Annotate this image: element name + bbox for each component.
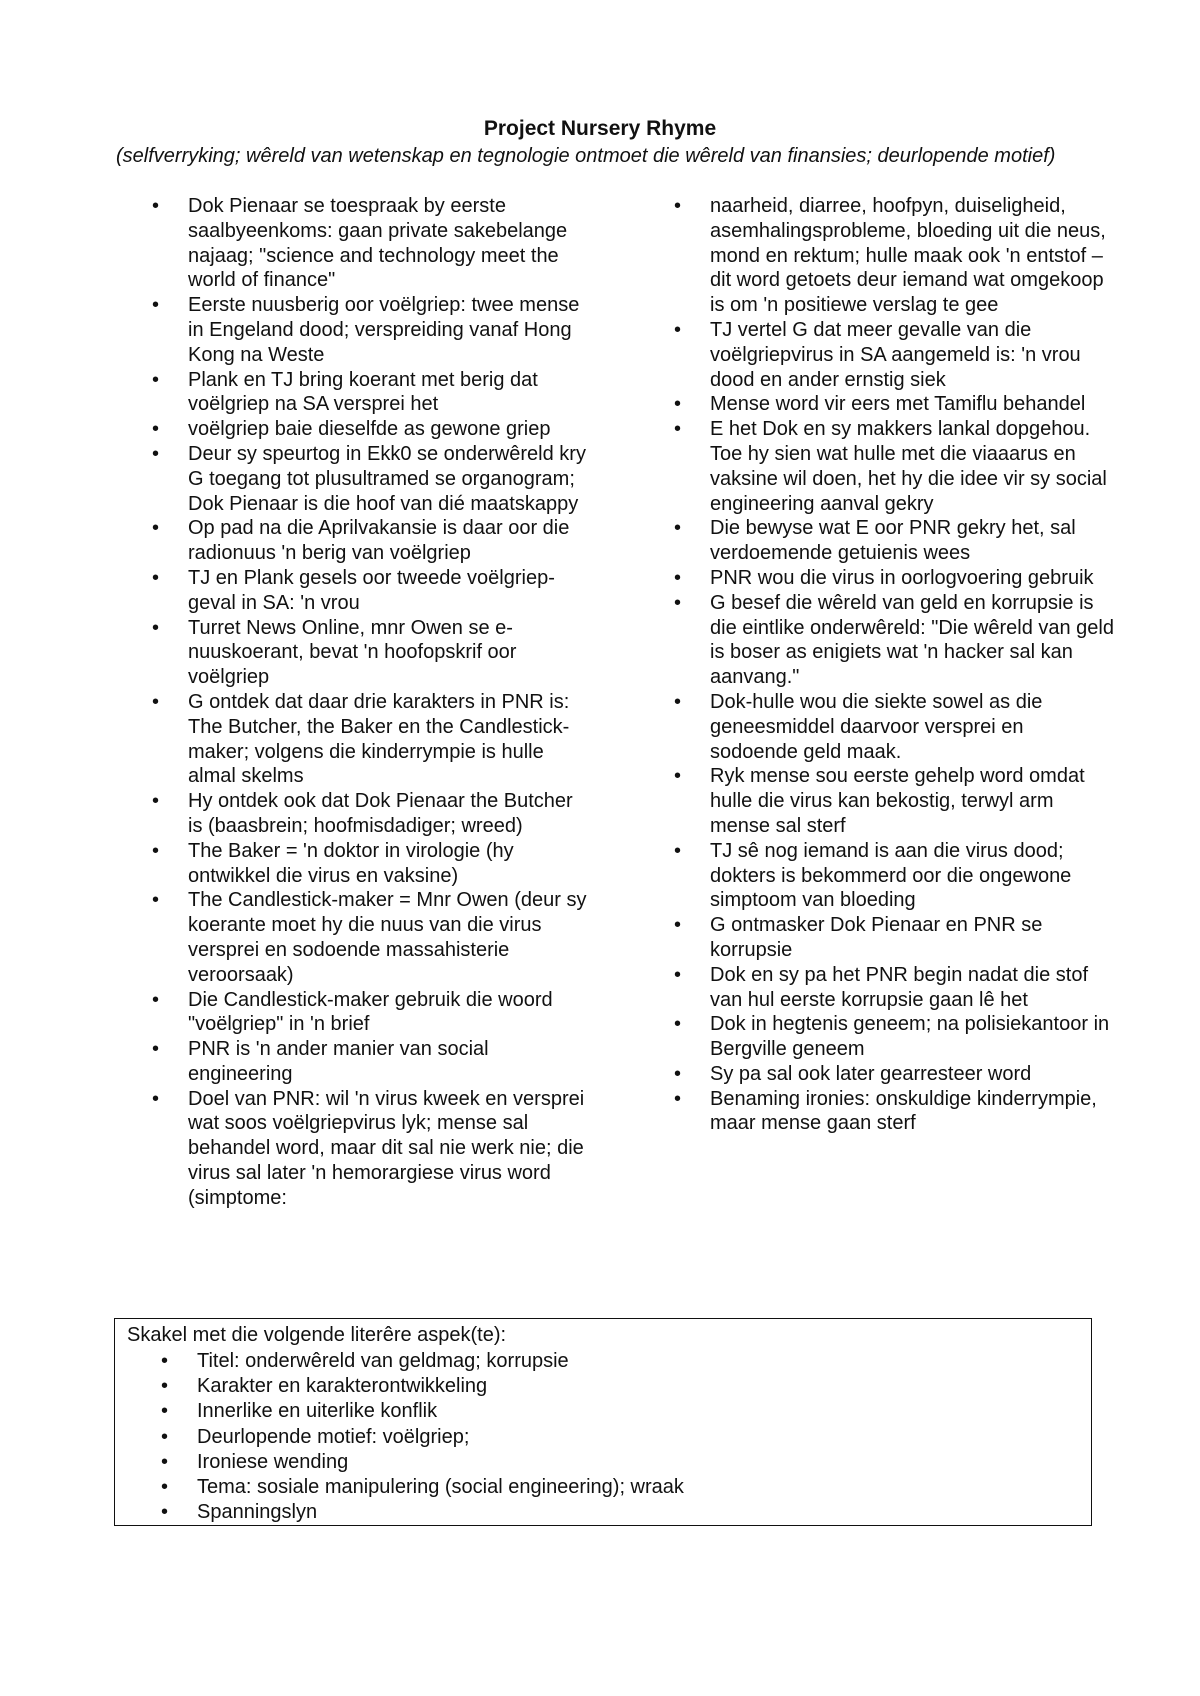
list-item: • Dok in hegtenis geneem; na polisiekantoor in Bergville geneem <box>674 1012 1114 1062</box>
list-item: • PNR wou die virus in oorlogvoering gebruik <box>674 566 1114 591</box>
list-item: • G ontdek dat daar drie karakters in PNR is: The Butcher, the Baker en the Candlestick-maker; volgens die kinderrympie is hulle almal skelms <box>152 690 592 789</box>
left-bullet-list <box>152 194 592 1211</box>
list-item: • Titel: onderwêreld van geldmag; korrupsie <box>161 1349 684 1374</box>
list-item: • Plank en TJ bring koerant met berig dat voëlgriep na SA versprei het <box>152 368 592 418</box>
list-item: • Die Candlestick-maker gebruik die woord "voëlgriep" in 'n brief <box>152 988 592 1038</box>
list-item: • Mense word vir eers met Tamiflu behandel <box>674 392 1114 417</box>
list-item: • Doel van PNR: wil 'n virus kweek en versprei wat soos voëlgriepvirus lyk; mense sal behandel word, maar dit sal nie werk nie; die virus sal later 'n hemorargiese virus word (simptome: <box>152 1087 592 1211</box>
list-item: • Karakter en karakterontwikkeling <box>161 1374 684 1399</box>
document-title: Project Nursery Rhyme <box>483 117 717 140</box>
list-item: • Sy pa sal ook later gearresteer word <box>674 1062 1114 1087</box>
list-item: • TJ sê nog iemand is aan die virus dood; dokters is bekommerd oor die ongewone simptoom van bloeding <box>674 839 1114 913</box>
list-item: • G ontmasker Dok Pienaar en PNR se korrupsie <box>674 913 1114 963</box>
list-item: • Dok Pienaar se toespraak by eerste saalbyeenkoms: gaan private sakebelange najaag; "science and technology meet the world of finance" <box>152 194 592 293</box>
list-item: • Hy ontdek ook dat Dok Pienaar the Butcher is (baasbrein; hoofmisdadiger; wreed) <box>152 789 592 839</box>
list-item: • The Candlestick-maker = Mnr Owen (deur sy koerante moet hy die nuus van die virus versprei en sodoende massahisterie veroorsaak) <box>152 888 592 987</box>
list-item: • Dok-hulle wou die siekte sowel as die geneesmiddel daarvoor versprei en sodoende geld maak. <box>674 690 1114 764</box>
list-item: • G besef die wêreld van geld en korrupsie is die eintlike onderwêreld: "Die wêreld van geld is boser as enigiets wat 'n hacker sal kan aanvang." <box>674 591 1114 690</box>
list-item: • Dok en sy pa het PNR begin nadat die stof van hul eerste korrupsie gaan lê het <box>674 963 1114 1013</box>
list-item: • Op pad na die Aprilvakansie is daar oor die radionuus 'n berig van voëlgriep <box>152 516 592 566</box>
list-item: • The Baker = 'n doktor in virologie (hy ontwikkel die virus en vaksine) <box>152 839 592 889</box>
right-bullet-list <box>674 194 1114 1136</box>
literary-aspects-list <box>161 1349 684 1525</box>
list-item: • voëlgriep baie dieselfde as gewone griep <box>152 417 592 442</box>
list-item: • Tema: sosiale manipulering (social engineering); wraak <box>161 1475 684 1500</box>
document-subtitle: (selfverryking; wêreld van wetenskap en tegnologie ontmoet die wêreld van finansies; deurlopende motief) <box>116 145 1056 167</box>
list-item: • Ryk mense sou eerste gehelp word omdat hulle die virus kan bekostig, terwyl arm mense sal sterf <box>674 764 1114 838</box>
list-item: • Eerste nuusberig oor voëlgriep: twee mense in Engeland dood; verspreiding vanaf Hong Kong na Weste <box>152 293 592 367</box>
list-item: • PNR is 'n ander manier van social engineering <box>152 1037 592 1087</box>
list-item: • Deurlopende motief: voëlgriep; <box>161 1425 684 1450</box>
list-item: • TJ en Plank gesels oor tweede voëlgriep-geval in SA: 'n vrou <box>152 566 592 616</box>
list-item: • Spanningslyn <box>161 1500 684 1525</box>
list-item: • Innerlike en uiterlike konflik <box>161 1399 684 1424</box>
list-item: • E het Dok en sy makkers lankal dopgehou. Toe hy sien wat hulle met die viaaarus en vaksine wil doen, het hy die idee vir sy social engineering aanval gekry <box>674 417 1114 516</box>
literary-aspects-box <box>114 1318 1092 1526</box>
list-item: • Benaming ironies: onskuldige kinderrympie, maar mense gaan sterf <box>674 1087 1114 1137</box>
list-item: • TJ vertel G dat meer gevalle van die voëlgriepvirus in SA aangemeld is: 'n vrou dood en ander ernstig siek <box>674 318 1114 392</box>
list-item: • Turret News Online, mnr Owen se e-nuuskoerant, bevat 'n hoofopskrif oor voëlgriep <box>152 616 592 690</box>
list-item: • Die bewyse wat E oor PNR gekry het, sal verdoemende getuienis wees <box>674 516 1114 566</box>
list-item: • Deur sy speurtog in Ekk0 se onderwêreld kry G toegang tot plusultramed se organogram; Dok Pienaar is die hoof van dié maatskappy <box>152 442 592 516</box>
list-item: • Ironiese wending <box>161 1450 684 1475</box>
literary-aspects-heading: Skakel met die volgende literêre aspek(te): <box>127 1324 507 1346</box>
list-item: • naarheid, diarree, hoofpyn, duiseligheid, asemhalingsprobleme, bloeding uit die neus, mond en rektum; hulle maak ook 'n entstof – dit word getoets deur iemand wat omgekoop is om 'n positiewe verslag te gee <box>674 194 1114 318</box>
